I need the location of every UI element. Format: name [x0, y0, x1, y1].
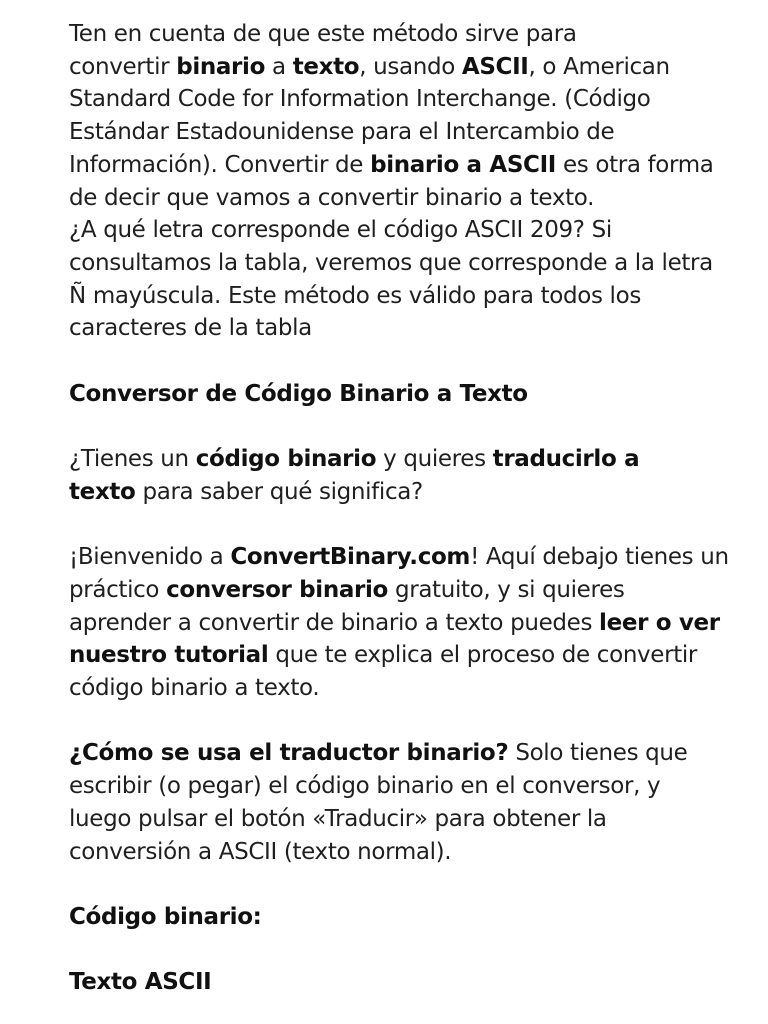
bold-text: código binario — [195, 446, 377, 473]
bold-text: ASCII — [461, 53, 529, 80]
bold-text: binario a ASCII — [370, 151, 556, 178]
text: para saber qué significa? — [135, 478, 423, 505]
spacer — [69, 868, 729, 901]
bold-text: ConvertBinary.com — [230, 544, 471, 571]
bold-text: texto — [292, 53, 360, 80]
text: , o American Standard Code for Information Interchange. (Código Estándar Estadounidense para el Intercambio de Información). Convertir de — [69, 53, 670, 178]
text: que te explica el proceso de convertir código binario a texto. — [69, 642, 698, 702]
paragraph-how-to — [69, 737, 729, 868]
text: ¡Bienvenido a — [69, 544, 231, 571]
article-body — [69, 18, 729, 999]
text: Ten en cuenta de que este método sirve para — [69, 21, 577, 47]
spacer — [69, 410, 729, 443]
bold-text: conversor binario — [166, 576, 388, 603]
text: ¿Tienes un — [69, 446, 196, 473]
spacer — [69, 509, 729, 542]
spacer — [69, 345, 729, 378]
binary-code-label — [69, 901, 729, 934]
text: gratuito, y si quieres aprender a convertir de binario a texto puedes — [69, 576, 625, 636]
text: y quieres — [376, 446, 493, 473]
text: ! Aquí debajo tienes un práctico — [69, 544, 729, 603]
bold-text: ¿Cómo se usa el traductor binario? — [69, 740, 509, 767]
text: a — [265, 53, 293, 80]
label-text: Código binario: — [69, 903, 262, 930]
text: Solo tienes que escribir (o pegar) el código binario en el conversor, y luego pulsar el botón «Traducir» para obtener la conversión a ASCII (texto normal). — [69, 740, 688, 865]
text: , usando — [359, 53, 462, 80]
label-text: Texto ASCII — [69, 969, 212, 996]
paragraph-ascii-intro — [69, 18, 729, 214]
ascii-text-label — [69, 966, 729, 999]
spacer — [69, 934, 729, 967]
text: convertir — [69, 53, 177, 80]
bold-text: texto — [69, 478, 136, 505]
spacer — [69, 705, 729, 738]
paragraph-welcome — [69, 541, 729, 705]
heading-text: Conversor de Código Binario a Texto — [69, 380, 528, 407]
paragraph-ascii-209: ¿A qué letra corresponde el código ASCII 209? Si consultamos la tabla, veremos que corresponde a la letra Ñ mayúscula. Este método es válido para todos los caracteres de la tabla — [69, 217, 713, 342]
bold-text: leer o ver nuestro tutorial — [69, 609, 720, 669]
paragraph-question — [69, 443, 729, 508]
bold-text: traducirlo a — [492, 446, 640, 473]
section-heading — [69, 378, 729, 411]
bold-text: binario — [176, 53, 266, 80]
text: es otra forma de decir que vamos a convertir binario a texto. — [69, 151, 714, 211]
